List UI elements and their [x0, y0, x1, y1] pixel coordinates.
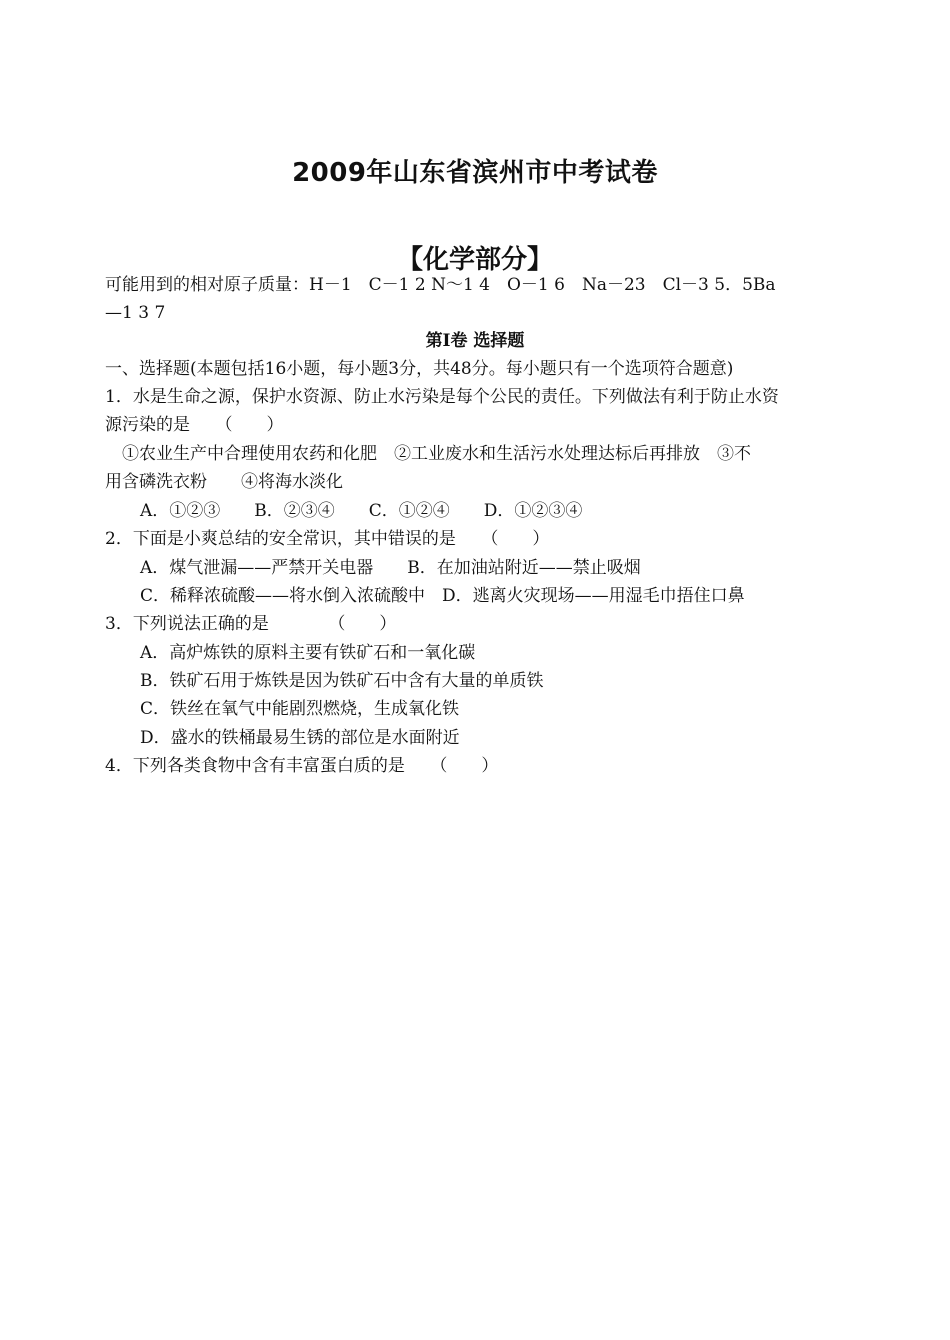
- q3-option-b: B．铁矿石用于炼铁是因为铁矿石中含有大量的单质铁: [140, 671, 544, 691]
- q3-stem: 3．下列说法正确的是 （ ）: [105, 614, 397, 634]
- atomic-mass-line-1: 可能用到的相对原子质量：H－1 C－1 2 N～1 4 O－1 6 Na－23 Cl－3 5．5Ba: [105, 275, 776, 295]
- q3-option-d: D．盛水的铁桶最易生锈的部位是水面附近: [140, 728, 460, 748]
- section-title: 【化学部分】: [396, 245, 553, 275]
- q1-options: A．①②③ B．②③④ C．①②④ D．①②③④: [140, 501, 583, 521]
- part-heading: 第Ⅰ卷 选择题: [425, 331, 525, 351]
- exam-title: 2009年山东省滨州市中考试卷: [292, 158, 658, 188]
- q4-stem: 4．下列各类食物中含有丰富蛋白质的是 （ ）: [105, 756, 499, 776]
- q3-option-c: C．铁丝在氧气中能剧烈燃烧，生成氧化铁: [140, 699, 460, 719]
- q2-options-line-2: C．稀释浓硫酸——将水倒入浓硫酸中 D．逃离火灾现场——用湿毛巾捂住口鼻: [140, 586, 745, 606]
- instructions: 一、选择题(本题包括16小题，每小题3分，共48分。每小题只有一个选项符合题意): [105, 359, 734, 379]
- atomic-mass-line-2: —1 3 7: [105, 303, 166, 323]
- q1-stem-line-1: 1．水是生命之源，保护水资源、防止水污染是每个公民的责任。下列做法有利于防止水资: [105, 387, 779, 407]
- q3-option-a: A．高炉炼铁的原料主要有铁矿石和一氧化碳: [140, 643, 476, 663]
- q1-stem-line-2: 源污染的是 （ ）: [105, 415, 284, 435]
- q1-items-line-1: ①农业生产中合理使用农药和化肥 ②工业废水和生活污水处理达标后再排放 ③不: [122, 444, 751, 464]
- q2-stem: 2．下面是小爽总结的安全常识，其中错误的是 （ ）: [105, 529, 550, 549]
- q1-items-line-2: 用含磷洗衣粉 ④将海水淡化: [105, 472, 343, 492]
- q2-options-line-1: A．煤气泄漏——严禁开关电器 B．在加油站附近——禁止吸烟: [140, 558, 641, 578]
